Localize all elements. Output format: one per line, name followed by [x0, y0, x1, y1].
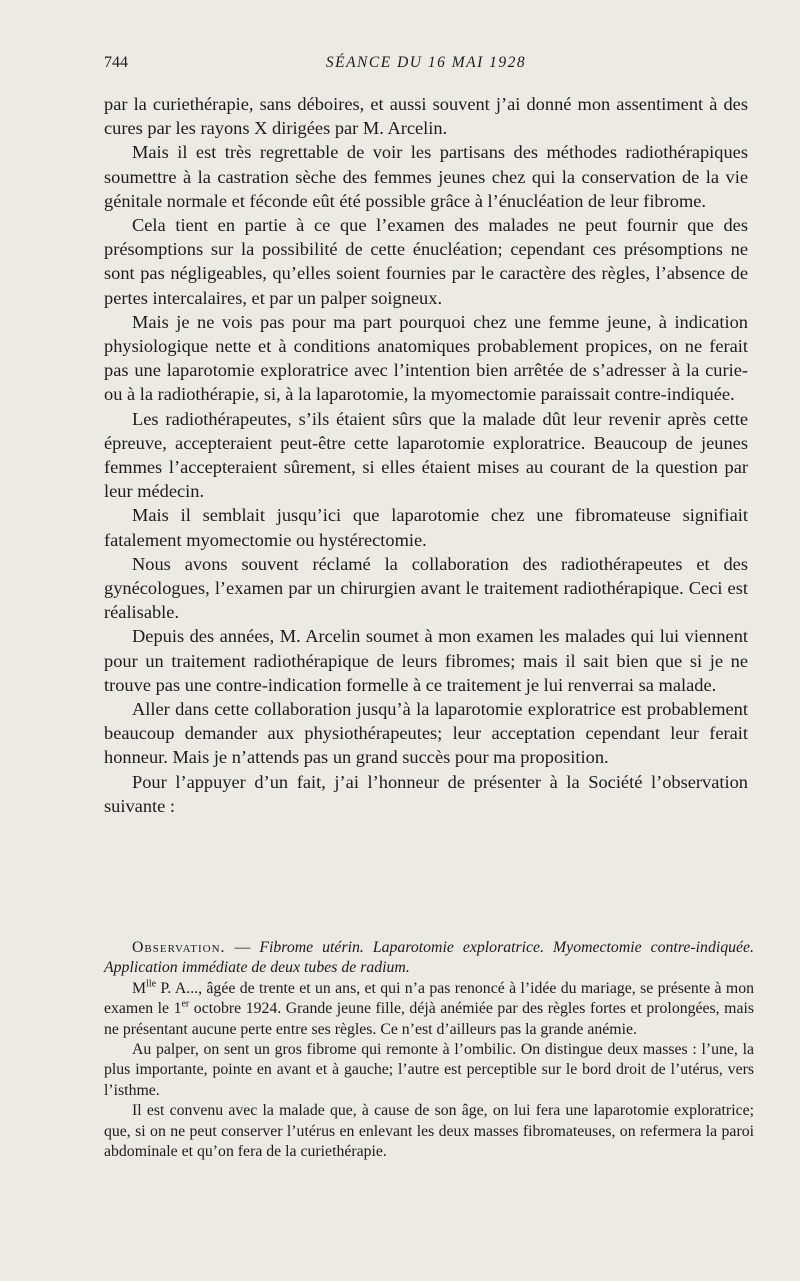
- paragraph: Pour l’appuyer d’un fait, j’ai l’honneur de présenter à la Société l’observation suivante :: [104, 771, 748, 816]
- observation-paragraph: [104, 979, 754, 1040]
- paragraph: Depuis des années, M. Arcelin soumet à mon examen les malades qui lui viennent pour un traitement radiothérapique de leurs fibromes; mais il sait bien que si je ne trouve pas une contre-indication formelle à ce traitement je lui renverrai sa malade.: [104, 626, 748, 695]
- paragraph: Nous avons souvent réclamé la collaboration des radiothérapeutes et des gynécologues, l’examen par un chirurgien avant le traitement radiothérapique. Ceci est réalisable.: [104, 553, 748, 623]
- observation-dash: —: [225, 939, 260, 956]
- paragraph: Mais il est très regrettable de voir les partisans des méthodes radiothérapiques soumettre à la castration sèche des femmes jeunes chez qui la conservation de la vie génitale normale et féconde eût été possible grâce à l’énucléation de leur fibrome.: [104, 142, 748, 211]
- paragraph: Mais il semblait jusqu’ici que laparotomie chez une fibromateuse signifiait fatalement myomectomie ou hystérectomie.: [104, 505, 748, 550]
- text-run: octobre 1924. Grande jeune fille, déjà anémiée par des règles fortes et prolongées, mais ne présentant aucune perte entre ses règles. Ce n’est d’ailleurs pas la grande anémie.: [104, 1000, 754, 1038]
- paragraph: Aller dans cette collaboration jusqu’à la laparotomie exploratrice est probablement beaucoup demander aux physiothérapeutes; leur acceptation cependant leur ferait honneur. Mais je n’attends pas un grand succès pour ma proposition.: [104, 699, 748, 768]
- observation-heading: [104, 938, 754, 979]
- paragraph: Mais je ne vois pas pour ma part pourquoi chez une femme jeune, à indication physiologique nette et à conditions anatomiques probablement propices, on ne ferait pas une laparotomie exploratrice avec l’intention bien arrêtée de s’adresser à la curie- ou à la radiothérapie, si, à la laparotomie, la myomectomie paraissait contre-indiquée.: [104, 311, 748, 405]
- paragraph: Cela tient en partie à ce que l’examen des malades ne peut fournir que des présomptions sur la possibilité de cette énucléation; cependant ces présomptions ne sont pas négligeables, qu’elles soient fournies par le caractère des règles, l’absence de pertes intercalaires, et par un palper soigneux.: [104, 215, 748, 308]
- text-run: M: [132, 979, 147, 997]
- text-run: P. A..., âgée de trente et un ans, et qui n’a pas renoncé à l’idée du mariage, se présente à mon examen le 1: [104, 979, 754, 1018]
- observation-paragraph: Au palper, on sent un gros fibrome qui remonte à l’ombilic. On distingue deux masses : l’une, la plus importante, pointe en avant et à gauche; l’autre est perceptible sur le bord droit de l’utérus, vers l’isthme.: [104, 1041, 754, 1099]
- page-header: [104, 54, 748, 80]
- superscript: er: [181, 998, 190, 1010]
- superscript: lle: [146, 978, 157, 990]
- observation-label: Observation.: [132, 939, 226, 956]
- paragraph: par la curiethérapie, sans déboires, et aussi souvent j’ai donné mon assentiment à des cures par les rayons X dirigées par M. Arcelin.: [104, 94, 748, 139]
- running-head: SÉANCE DU 16 MAI 1928: [325, 54, 527, 71]
- observation-paragraph: Il est convenu avec la malade que, à cause de son âge, on lui fera une laparotomie exploratrice; que, si on ne peut conserver l’utérus en enlevant les deux masses fibromateuses, on refermera la paroi abdominale et qu’on fera de la curiethérapie.: [104, 1102, 754, 1161]
- observation-title: Fibrome utérin. Laparotomie exploratrice. Myomectomie contre-indiquée. Application immédiate de deux tubes de radium.: [104, 939, 754, 977]
- observation-section: [104, 938, 754, 1162]
- page-number: 744: [104, 54, 128, 71]
- paragraph: Les radiothérapeutes, s’ils étaient sûrs que la malade dût leur revenir après cette épreuve, accepteraient peut-être cette laparotomie exploratrice. Beaucoup de jeunes femmes l’accepteraient sûrement, si elles étaient mises au courant de la question par leur médecin.: [104, 408, 748, 502]
- body-text: [104, 92, 748, 818]
